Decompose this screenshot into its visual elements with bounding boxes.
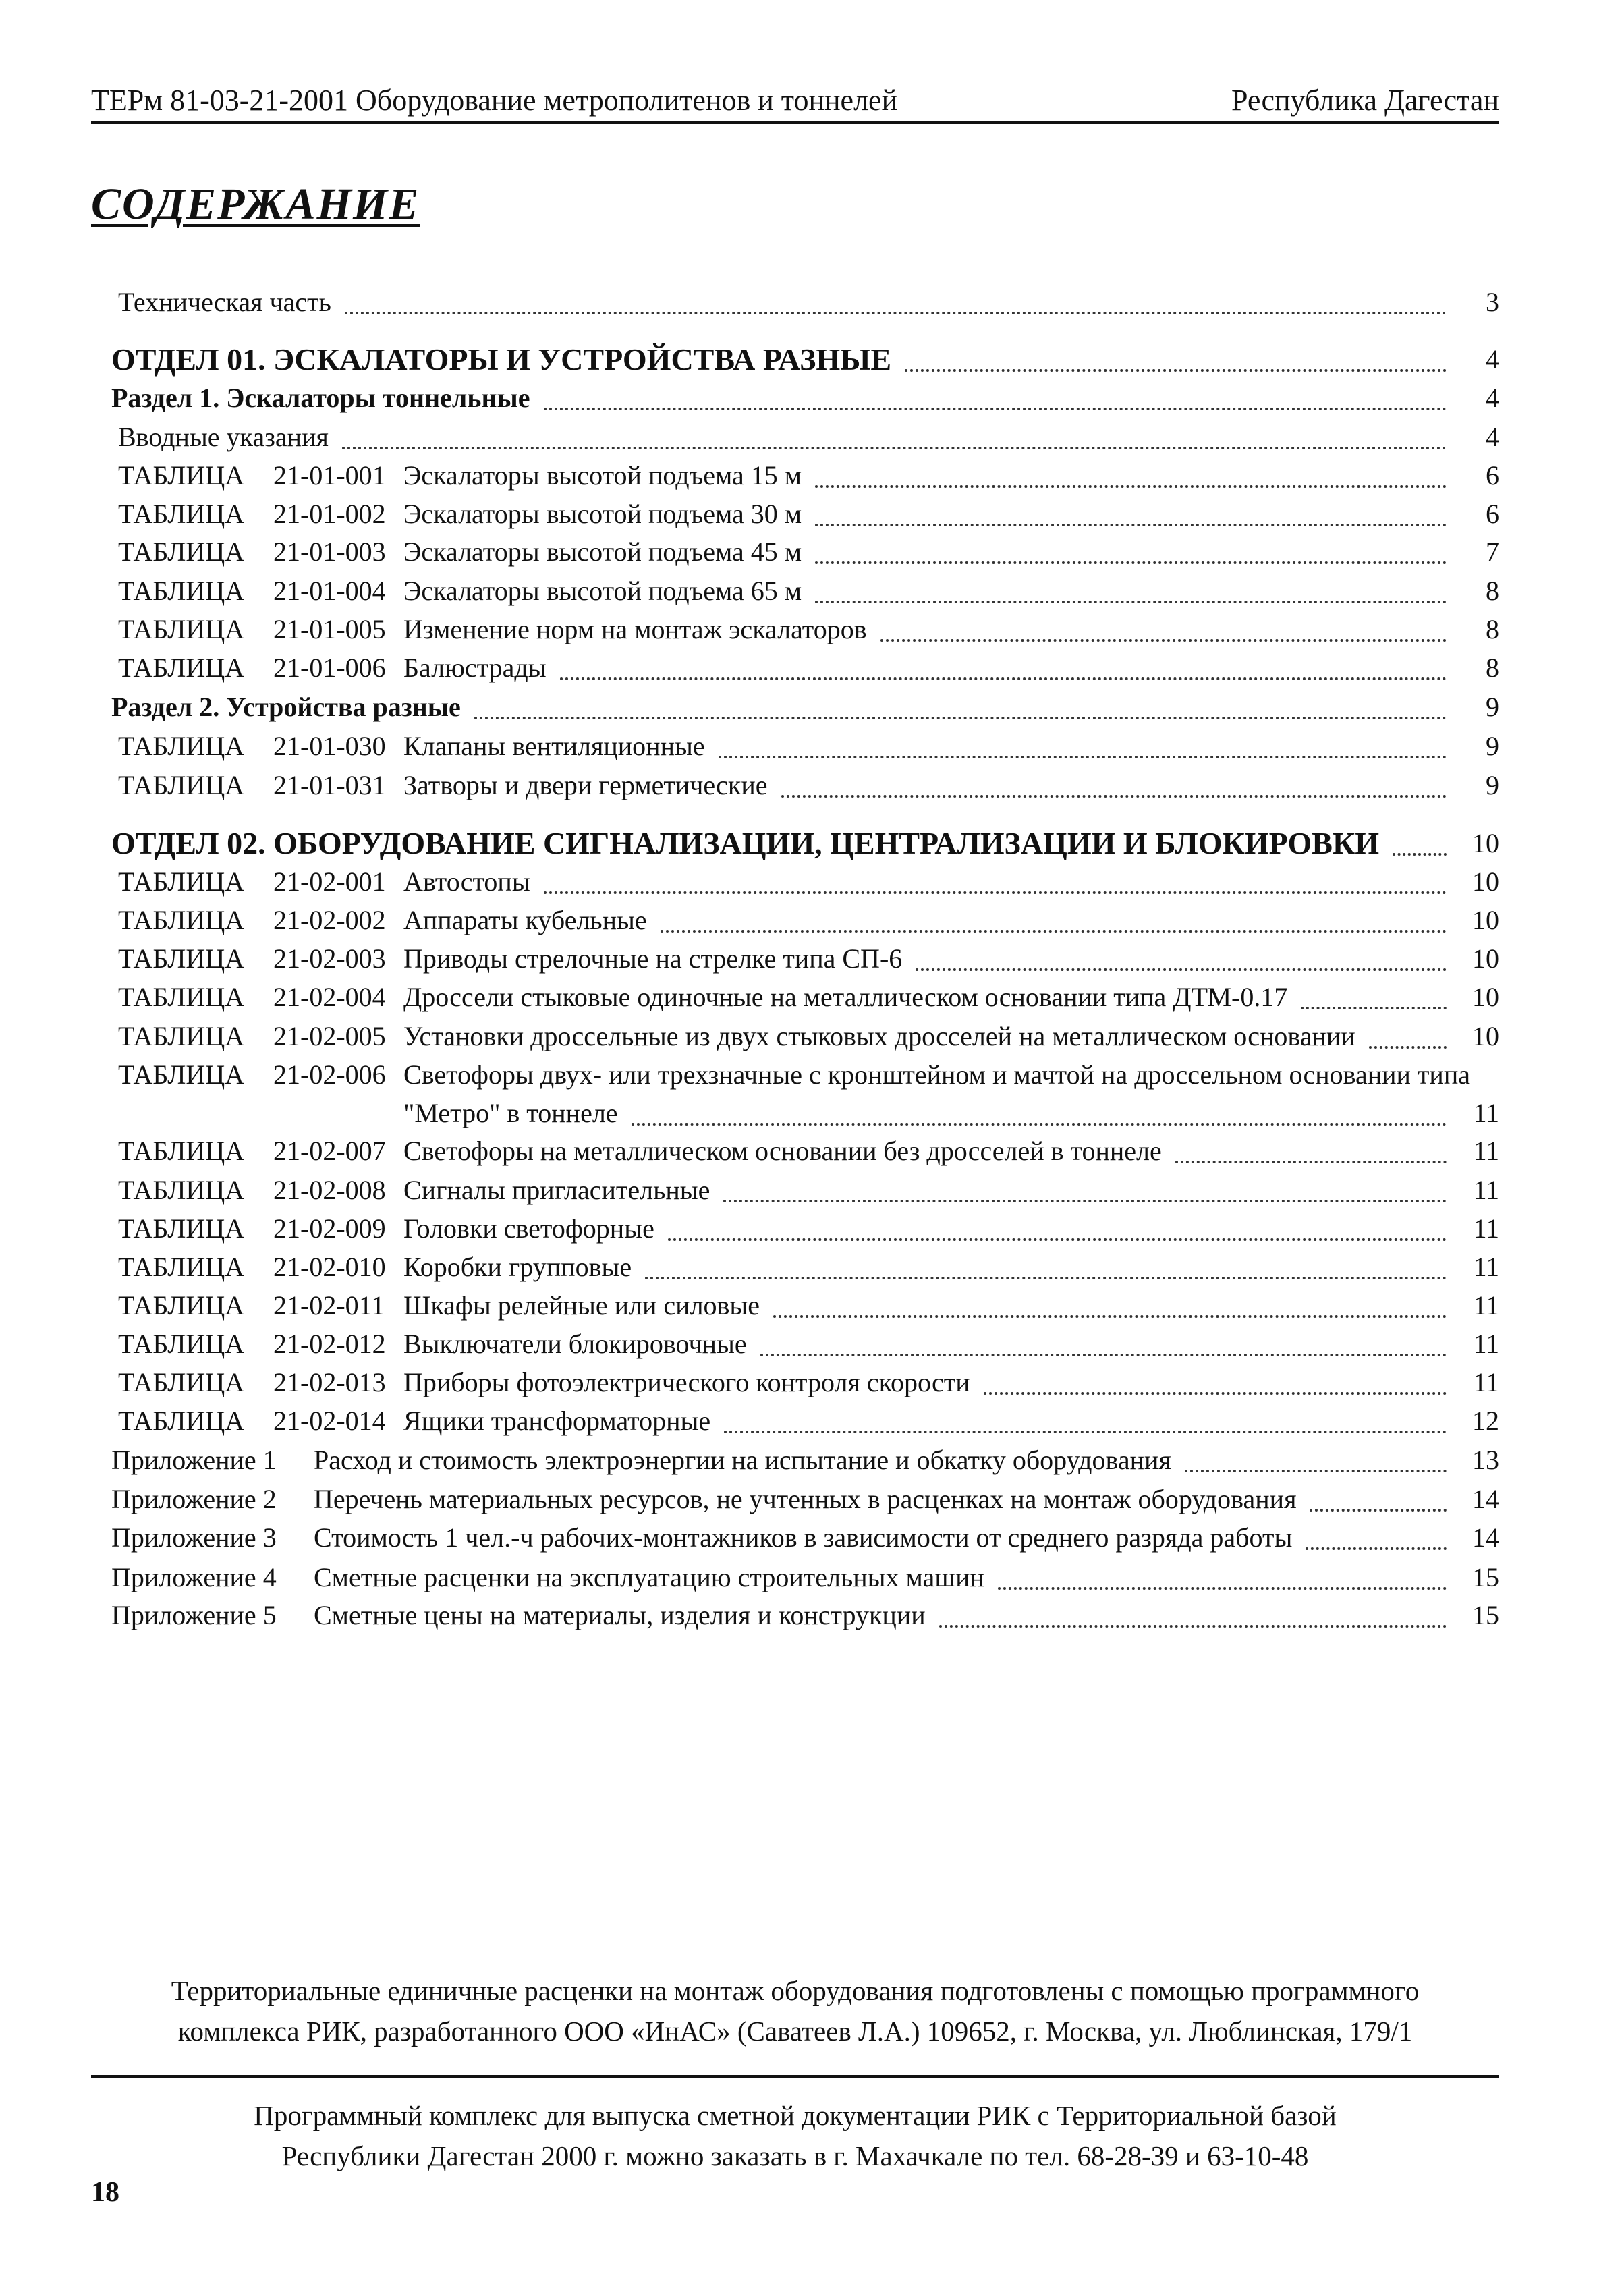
toc-section-label: ОТДЕЛ 01. ЭСКАЛАТОРЫ И УСТРОЙСТВА РАЗНЫЕ bbox=[111, 342, 892, 377]
toc-page-number: 14 bbox=[1472, 1522, 1499, 1553]
toc-dot-leader bbox=[719, 756, 1447, 758]
toc-subsection-label: Раздел 2. Устройства разные bbox=[111, 692, 461, 722]
toc-entry-label: Сметные расценки на эксплуатацию строительных машин bbox=[314, 1562, 984, 1592]
toc-row bbox=[0, 1018, 1499, 1055]
toc-dot-leader bbox=[645, 1277, 1447, 1279]
toc-dot-leader bbox=[773, 1315, 1447, 1318]
toc-table-prefix: ТАБЛИЦА bbox=[118, 1136, 245, 1166]
toc-row bbox=[0, 825, 1499, 862]
toc-page-number: 9 bbox=[1486, 731, 1499, 761]
toc-table-code: 21-01-001 bbox=[273, 460, 386, 491]
toc-dot-leader bbox=[544, 891, 1447, 894]
toc-page-number: 11 bbox=[1473, 1213, 1499, 1244]
toc-page-number: 10 bbox=[1472, 943, 1499, 974]
toc-table-code: 21-02-002 bbox=[273, 905, 386, 935]
toc-table-code: 21-02-008 bbox=[273, 1175, 386, 1205]
toc-row bbox=[0, 767, 1499, 804]
toc-table-prefix: ТАБЛИЦА bbox=[118, 731, 245, 761]
toc-table-prefix: ТАБЛИЦА bbox=[118, 460, 245, 491]
toc-row bbox=[0, 379, 1499, 417]
toc-row bbox=[0, 1597, 1499, 1634]
toc-page-number: 15 bbox=[1472, 1562, 1499, 1592]
toc-row bbox=[0, 727, 1499, 765]
toc-page-number: 6 bbox=[1486, 499, 1499, 529]
toc-table-code: 21-01-003 bbox=[273, 536, 386, 567]
toc-entry-label: Приводы стрелочные на стрелке типа СП-6 bbox=[403, 943, 903, 974]
toc-dot-leader bbox=[815, 485, 1447, 488]
toc-table-prefix: ТАБЛИЦА bbox=[118, 1290, 245, 1321]
toc-page-number: 9 bbox=[1486, 770, 1499, 800]
toc-row-continuation bbox=[0, 1094, 1499, 1132]
toc-entry-label: Сигналы пригласительные bbox=[403, 1175, 710, 1205]
footer-advert bbox=[91, 2095, 1499, 2176]
toc-table-prefix: ТАБЛИЦА bbox=[118, 1021, 245, 1051]
toc-table-code: 21-02-007 bbox=[273, 1136, 386, 1166]
toc-table-code: 21-01-002 bbox=[273, 499, 386, 529]
footer-note-line-1: Территориальные единичные расценки на монтаж оборудования подготовлены с помощью программного bbox=[171, 1975, 1420, 2006]
toc-section-label: ОТДЕЛ 02. ОБОРУДОВАНИЕ СИГНАЛИЗАЦИИ, ЦЕНТРАЛИЗАЦИИ И БЛОКИРОВКИ bbox=[111, 826, 1380, 860]
toc-dot-leader bbox=[1393, 853, 1447, 856]
toc-entry-label: Техническая часть bbox=[118, 287, 331, 317]
header-region: Республика Дагестан bbox=[1231, 84, 1499, 117]
toc-row bbox=[0, 533, 1499, 571]
toc-table-prefix: ТАБЛИЦА bbox=[118, 982, 245, 1012]
toc-row bbox=[0, 1480, 1499, 1518]
toc-table-code: 21-02-004 bbox=[273, 982, 386, 1012]
toc-row bbox=[0, 1519, 1499, 1557]
toc-table-code: 21-02-009 bbox=[273, 1213, 386, 1244]
toc-page-number: 10 bbox=[1472, 1021, 1499, 1051]
toc-page-number: 13 bbox=[1472, 1445, 1499, 1475]
toc-table-code: 21-02-006 bbox=[273, 1059, 386, 1090]
toc-dot-leader bbox=[815, 524, 1447, 526]
toc-table-code: 21-02-003 bbox=[273, 943, 386, 974]
running-header bbox=[91, 80, 1499, 124]
toc-row bbox=[0, 1559, 1499, 1597]
toc-entry-label: Шкафы релейные или силовые bbox=[403, 1290, 760, 1321]
toc-page-number: 4 bbox=[1486, 344, 1499, 375]
toc-table-code: 21-01-030 bbox=[273, 731, 386, 761]
toc-dot-leader bbox=[815, 601, 1447, 603]
toc-entry-label: Эскалаторы высотой подъема 30 м bbox=[403, 499, 802, 529]
toc-entry-label: Выключатели блокировочные bbox=[403, 1329, 747, 1359]
toc-entry-label: Приборы фотоэлектрического контроля скорости bbox=[403, 1367, 970, 1397]
toc-dot-leader bbox=[984, 1392, 1447, 1395]
toc-entry-label: Балюстрады bbox=[403, 653, 547, 683]
toc-row bbox=[0, 1441, 1499, 1479]
toc-entry-label: Эскалаторы высотой подъема 65 м bbox=[403, 576, 802, 606]
toc-row bbox=[0, 283, 1499, 321]
toc-entry-label: Аппараты кубельные bbox=[403, 905, 647, 935]
toc-page-number: 8 bbox=[1486, 576, 1499, 606]
toc-row bbox=[0, 572, 1499, 610]
toc-dot-leader bbox=[1185, 1470, 1447, 1472]
toc-page-number: 15 bbox=[1472, 1600, 1499, 1630]
toc-appendix-prefix: Приложение 5 bbox=[111, 1600, 277, 1630]
toc-entry-label: Расход и стоимость электроэнергии на испытание и обкатку оборудования bbox=[314, 1445, 1171, 1475]
toc-dot-leader bbox=[1301, 1007, 1447, 1009]
toc-table-prefix: ТАБЛИЦА bbox=[118, 866, 245, 897]
toc-page-number: 10 bbox=[1472, 905, 1499, 935]
toc-row bbox=[0, 1364, 1499, 1402]
toc-dot-leader bbox=[668, 1238, 1447, 1241]
toc-entry-label: Головки светофорные bbox=[403, 1213, 654, 1244]
toc-page-number: 14 bbox=[1472, 1484, 1499, 1514]
toc-dot-leader bbox=[998, 1587, 1447, 1590]
toc-row bbox=[0, 688, 1499, 726]
toc-dot-leader bbox=[1175, 1161, 1447, 1163]
toc-dot-leader bbox=[544, 408, 1447, 410]
toc-page-number: 11 bbox=[1473, 1252, 1499, 1282]
toc-page-number: 3 bbox=[1486, 287, 1499, 317]
toc-table-prefix: ТАБЛИЦА bbox=[118, 905, 245, 935]
footer-divider bbox=[91, 2075, 1499, 2078]
toc-entry-label: Ящики трансформаторные bbox=[403, 1406, 711, 1436]
toc-dot-leader bbox=[939, 1625, 1447, 1628]
toc-dot-leader bbox=[781, 795, 1447, 798]
toc-row bbox=[0, 863, 1499, 901]
toc-page-number: 10 bbox=[1472, 982, 1499, 1012]
footer-advert-line-1: Программный комплекс для выпуска сметной документации РИК с Территориальной базой bbox=[254, 2100, 1337, 2131]
toc-page-number: 12 bbox=[1472, 1406, 1499, 1436]
toc-dot-leader bbox=[474, 717, 1447, 719]
toc-table-prefix: ТАБЛИЦА bbox=[118, 1213, 245, 1244]
toc-dot-leader bbox=[723, 1200, 1447, 1202]
toc-table-prefix: ТАБЛИЦА bbox=[118, 1406, 245, 1436]
toc-table-prefix: ТАБЛИЦА bbox=[118, 614, 245, 644]
toc-table-prefix: ТАБЛИЦА bbox=[118, 536, 245, 567]
toc-row bbox=[0, 978, 1499, 1016]
toc-table-prefix: ТАБЛИЦА bbox=[118, 1367, 245, 1397]
page-title: СОДЕРЖАНИЕ bbox=[91, 179, 420, 229]
toc-table-prefix: ТАБЛИЦА bbox=[118, 1329, 245, 1359]
toc-entry-label: Светофоры двух- или трехзначные с кронштейном и мачтой на дроссельном основании типа bbox=[403, 1059, 1470, 1090]
footer-advert-line-2: Республики Дагестан 2000 г. можно заказать в г. Махачкале по тел. 68-28-39 и 63-10-48 bbox=[281, 2140, 1309, 2171]
toc-appendix-prefix: Приложение 1 bbox=[111, 1445, 277, 1475]
toc-row bbox=[0, 1325, 1499, 1363]
toc-row bbox=[0, 341, 1499, 379]
toc-table-prefix: ТАБЛИЦА bbox=[118, 499, 245, 529]
toc-table-prefix: ТАБЛИЦА bbox=[118, 1059, 245, 1090]
toc-entry-label: Эскалаторы высотой подъема 45 м bbox=[403, 536, 802, 567]
toc-entry-label: Коробки групповые bbox=[403, 1252, 632, 1282]
toc-page-number: 8 bbox=[1486, 653, 1499, 683]
toc-entry-label: Стоимость 1 чел.-ч рабочих-монтажников в зависимости от среднего разряда работы bbox=[314, 1522, 1293, 1553]
header-document-code: ТЕРм 81-03-21-2001 Оборудование метрополитенов и тоннелей bbox=[91, 84, 898, 117]
toc-table-code: 21-02-001 bbox=[273, 866, 386, 897]
toc-row bbox=[0, 1210, 1499, 1248]
toc-page-number: 11 bbox=[1473, 1367, 1499, 1397]
toc-page-number: 11 bbox=[1473, 1136, 1499, 1166]
toc-page-number: 11 bbox=[1473, 1329, 1499, 1359]
footer-note-line-2: комплекса РИК, разработанного ООО «ИнАС» (Саватеев Л.А.) 109652, г. Москва, ул. Люблинская, 179/1 bbox=[177, 2016, 1413, 2047]
toc-appendix-prefix: Приложение 4 bbox=[111, 1562, 277, 1592]
toc-entry-label: Сметные цены на материалы, изделия и конструкции bbox=[314, 1600, 926, 1630]
toc-page-number: 11 bbox=[1473, 1175, 1499, 1205]
toc-row bbox=[0, 418, 1499, 456]
toc-dot-leader bbox=[1310, 1509, 1447, 1512]
toc-table-code: 21-01-006 bbox=[273, 653, 386, 683]
toc-entry-label: Вводные указания bbox=[118, 422, 329, 452]
toc-table-prefix: ТАБЛИЦА bbox=[118, 1252, 245, 1282]
toc-table-code: 21-02-012 bbox=[273, 1329, 386, 1359]
toc-dot-leader bbox=[815, 561, 1447, 564]
toc-row bbox=[0, 457, 1499, 495]
toc-appendix-prefix: Приложение 3 bbox=[111, 1522, 277, 1553]
toc-entry-label: Перечень материальных ресурсов, не учтенных в расценках на монтаж оборудования bbox=[314, 1484, 1297, 1514]
toc-entry-label: Автостопы bbox=[403, 866, 530, 897]
toc-row bbox=[0, 1132, 1499, 1170]
toc-dot-leader bbox=[916, 968, 1447, 971]
toc-dot-leader bbox=[1306, 1547, 1447, 1550]
toc-row bbox=[0, 611, 1499, 648]
toc-table-prefix: ТАБЛИЦА bbox=[118, 576, 245, 606]
toc-table-prefix: ТАБЛИЦА bbox=[118, 1175, 245, 1205]
toc-dot-leader bbox=[345, 312, 1447, 314]
toc-row bbox=[0, 940, 1499, 978]
toc-entry-label: Дроссели стыковые одиночные на металлическом основании типа ДТМ-0.17 bbox=[403, 982, 1288, 1012]
toc-page-number: 11 bbox=[1473, 1098, 1499, 1128]
toc-table-prefix: ТАБЛИЦА bbox=[118, 943, 245, 974]
toc-table-code: 21-02-014 bbox=[273, 1406, 386, 1436]
toc-row bbox=[0, 902, 1499, 939]
toc-entry-label: Клапаны вентиляционные bbox=[403, 731, 705, 761]
toc-table-code: 21-02-013 bbox=[273, 1367, 386, 1397]
toc-row bbox=[0, 649, 1499, 687]
footer-note bbox=[91, 1970, 1499, 2051]
toc-page-number: 9 bbox=[1486, 692, 1499, 722]
toc-appendix-prefix: Приложение 2 bbox=[111, 1484, 277, 1514]
toc-dot-leader bbox=[560, 677, 1447, 680]
toc-table-code: 21-02-011 bbox=[273, 1290, 385, 1321]
toc-page-number: 10 bbox=[1472, 866, 1499, 897]
toc-row bbox=[0, 1248, 1499, 1286]
toc-page-number: 6 bbox=[1486, 460, 1499, 491]
toc-table-code: 21-01-005 bbox=[273, 614, 386, 644]
toc-entry-label-continued: "Метро" в тоннеле bbox=[403, 1098, 618, 1128]
toc-page-number: 7 bbox=[1486, 536, 1499, 567]
toc-dot-leader bbox=[661, 930, 1447, 933]
toc-entry-label: Светофоры на металлическом основании без дросселей в тоннеле bbox=[403, 1136, 1162, 1166]
toc-dot-leader bbox=[760, 1354, 1447, 1356]
toc-subsection-label: Раздел 1. Эскалаторы тоннельные bbox=[111, 383, 530, 413]
toc-dot-leader bbox=[880, 639, 1447, 642]
toc-page-number: 10 bbox=[1472, 828, 1499, 858]
page-number: 18 bbox=[91, 2177, 119, 2208]
toc-page-number: 4 bbox=[1486, 383, 1499, 413]
toc-dot-leader bbox=[632, 1123, 1447, 1126]
toc-entry-label: Затворы и двери герметические bbox=[403, 770, 768, 800]
toc-table-prefix: ТАБЛИЦА bbox=[118, 770, 245, 800]
toc-table-code: 21-02-005 bbox=[273, 1021, 386, 1051]
toc-row bbox=[0, 495, 1499, 533]
toc-row bbox=[0, 1171, 1499, 1209]
toc-table-code: 21-01-031 bbox=[273, 770, 386, 800]
toc-page-number: 4 bbox=[1486, 422, 1499, 452]
toc-page-number: 11 bbox=[1473, 1290, 1499, 1321]
toc-entry-label: Эскалаторы высотой подъема 15 м bbox=[403, 460, 802, 491]
toc-dot-leader bbox=[1369, 1046, 1447, 1049]
toc-row bbox=[0, 1402, 1499, 1440]
toc-dot-leader bbox=[342, 447, 1447, 449]
toc-page-number: 8 bbox=[1486, 614, 1499, 644]
toc-row bbox=[0, 1056, 1499, 1094]
toc-table-code: 21-02-010 bbox=[273, 1252, 386, 1282]
toc-entry-label: Изменение норм на монтаж эскалаторов bbox=[403, 614, 867, 644]
toc-row bbox=[0, 1287, 1499, 1325]
toc-entry-label: Установки дроссельные из двух стыковых дросселей на металлическом основании bbox=[403, 1021, 1355, 1051]
toc-table-prefix: ТАБЛИЦА bbox=[118, 653, 245, 683]
toc-dot-leader bbox=[905, 369, 1447, 372]
toc-dot-leader bbox=[724, 1431, 1447, 1433]
toc-table-code: 21-01-004 bbox=[273, 576, 386, 606]
